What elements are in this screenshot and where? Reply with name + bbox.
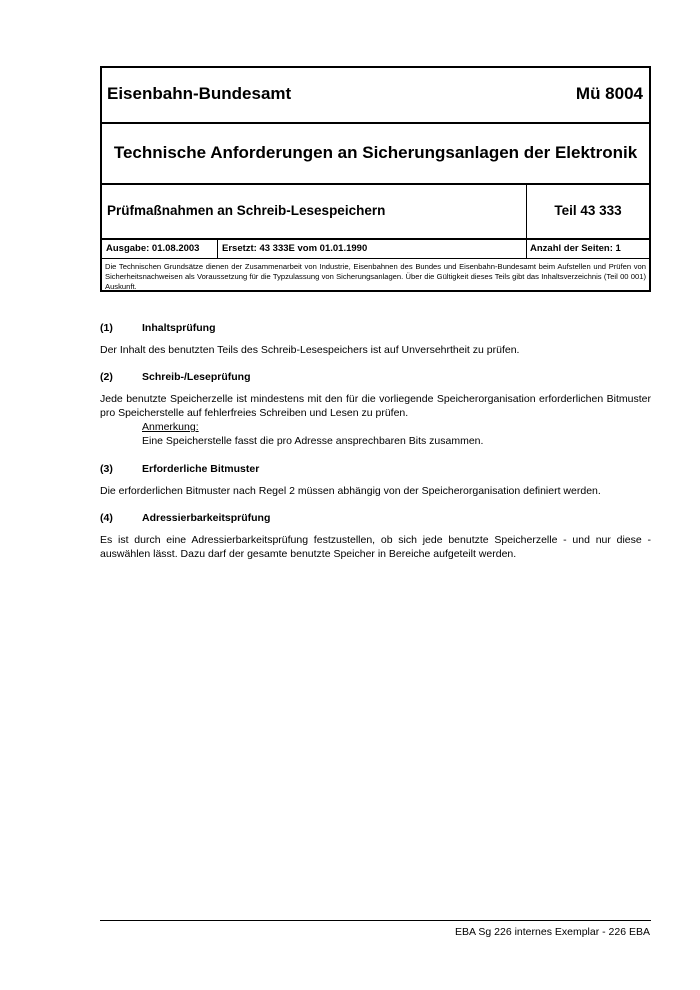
section-number: (3) bbox=[100, 463, 113, 475]
validity-note: Die Technischen Grundsätze dienen der Zusammenarbeit von Industrie, Eisenbahnen des Bundes und Eisenbahn-Bundesamt beim Aufstellen und Prüfen von Sicherheitsnachweisen als Voraussetzung für die Typzulassung von Sicherungsanlagen. Über die Gültigkeit dieses Teils gibt das Inhaltsverzeichnis (Teil 00 001) Auskunft. bbox=[105, 262, 646, 291]
authority-name: Eisenbahn-Bundesamt bbox=[107, 84, 292, 103]
footer-divider bbox=[100, 920, 651, 921]
section-heading bbox=[100, 371, 651, 385]
section-text: Die erforderlichen Bitmuster nach Regel 2 müssen abhängig von der Speicherorganisation definiert werden. bbox=[100, 485, 601, 497]
section-number: (2) bbox=[100, 371, 113, 383]
annotation-label: Anmerkung: bbox=[142, 421, 199, 433]
section-content-check bbox=[100, 322, 651, 357]
section-number: (1) bbox=[100, 322, 113, 334]
section-title: Inhaltsprüfung bbox=[142, 322, 216, 334]
header-row-authority bbox=[102, 68, 649, 124]
section-text: Der Inhalt des benutzten Teils des Schreib-Lesespeichers ist auf Unversehrtheit zu prüfen. bbox=[100, 344, 520, 356]
header-row-title bbox=[102, 124, 649, 185]
edition-date: Ausgabe: 01.08.2003 bbox=[106, 243, 200, 254]
part-number: Teil 43 333 bbox=[554, 203, 622, 218]
main-title: Technische Anforderungen an Sicherungsanlagen der Elektronik bbox=[113, 143, 638, 162]
section-read-write-check bbox=[100, 371, 651, 448]
document-header-table bbox=[100, 66, 651, 292]
section-title: Adressierbarkeitsprüfung bbox=[142, 512, 271, 524]
part-cell bbox=[526, 185, 649, 238]
annotation-text: Eine Speicherstelle fasst die pro Adresse ansprechbaren Bits zusammen. bbox=[142, 435, 484, 447]
annotation bbox=[142, 420, 651, 448]
header-row-note bbox=[102, 259, 649, 290]
section-heading bbox=[100, 512, 651, 526]
section-required-bit-patterns bbox=[100, 463, 651, 498]
section-addressability-check bbox=[100, 512, 651, 561]
header-row-subtitle bbox=[102, 185, 649, 240]
document-number: Mü 8004 bbox=[575, 84, 643, 103]
section-text: Jede benutzte Speicherzelle ist mindestens mit den für die vorliegende Speicherorganisation erforderlichen Bitmuster pro Speicherstelle auf fehlerfreies Schreiben und Lesen zu prüfen. bbox=[100, 393, 651, 419]
section-heading bbox=[100, 463, 651, 477]
page-count: Anzahl der Seiten: 1 bbox=[530, 243, 621, 254]
section-text: Es ist durch eine Adressierbarkeitsprüfung festzustellen, ob sich jede benutzte Speicherzelle - und nur diese - auswählen lässt. Dazu darf der gesamte benutzte Speicher in Bereiche aufgeteilt werden. bbox=[100, 534, 651, 560]
header-row-meta bbox=[102, 240, 649, 259]
section-title: Erforderliche Bitmuster bbox=[142, 463, 260, 475]
section-heading bbox=[100, 322, 651, 336]
footer-text: EBA Sg 226 internes Exemplar - 226 EBA bbox=[455, 926, 650, 938]
replaces-info: Ersetzt: 43 333E vom 01.01.1990 bbox=[222, 243, 368, 254]
section-title: Schreib-/Leseprüfung bbox=[142, 371, 251, 383]
meta-divider bbox=[526, 240, 527, 258]
subtitle: Prüfmaßnahmen an Schreib-Lesespeichern bbox=[107, 203, 386, 218]
meta-divider bbox=[217, 240, 218, 258]
section-number: (4) bbox=[100, 512, 113, 524]
